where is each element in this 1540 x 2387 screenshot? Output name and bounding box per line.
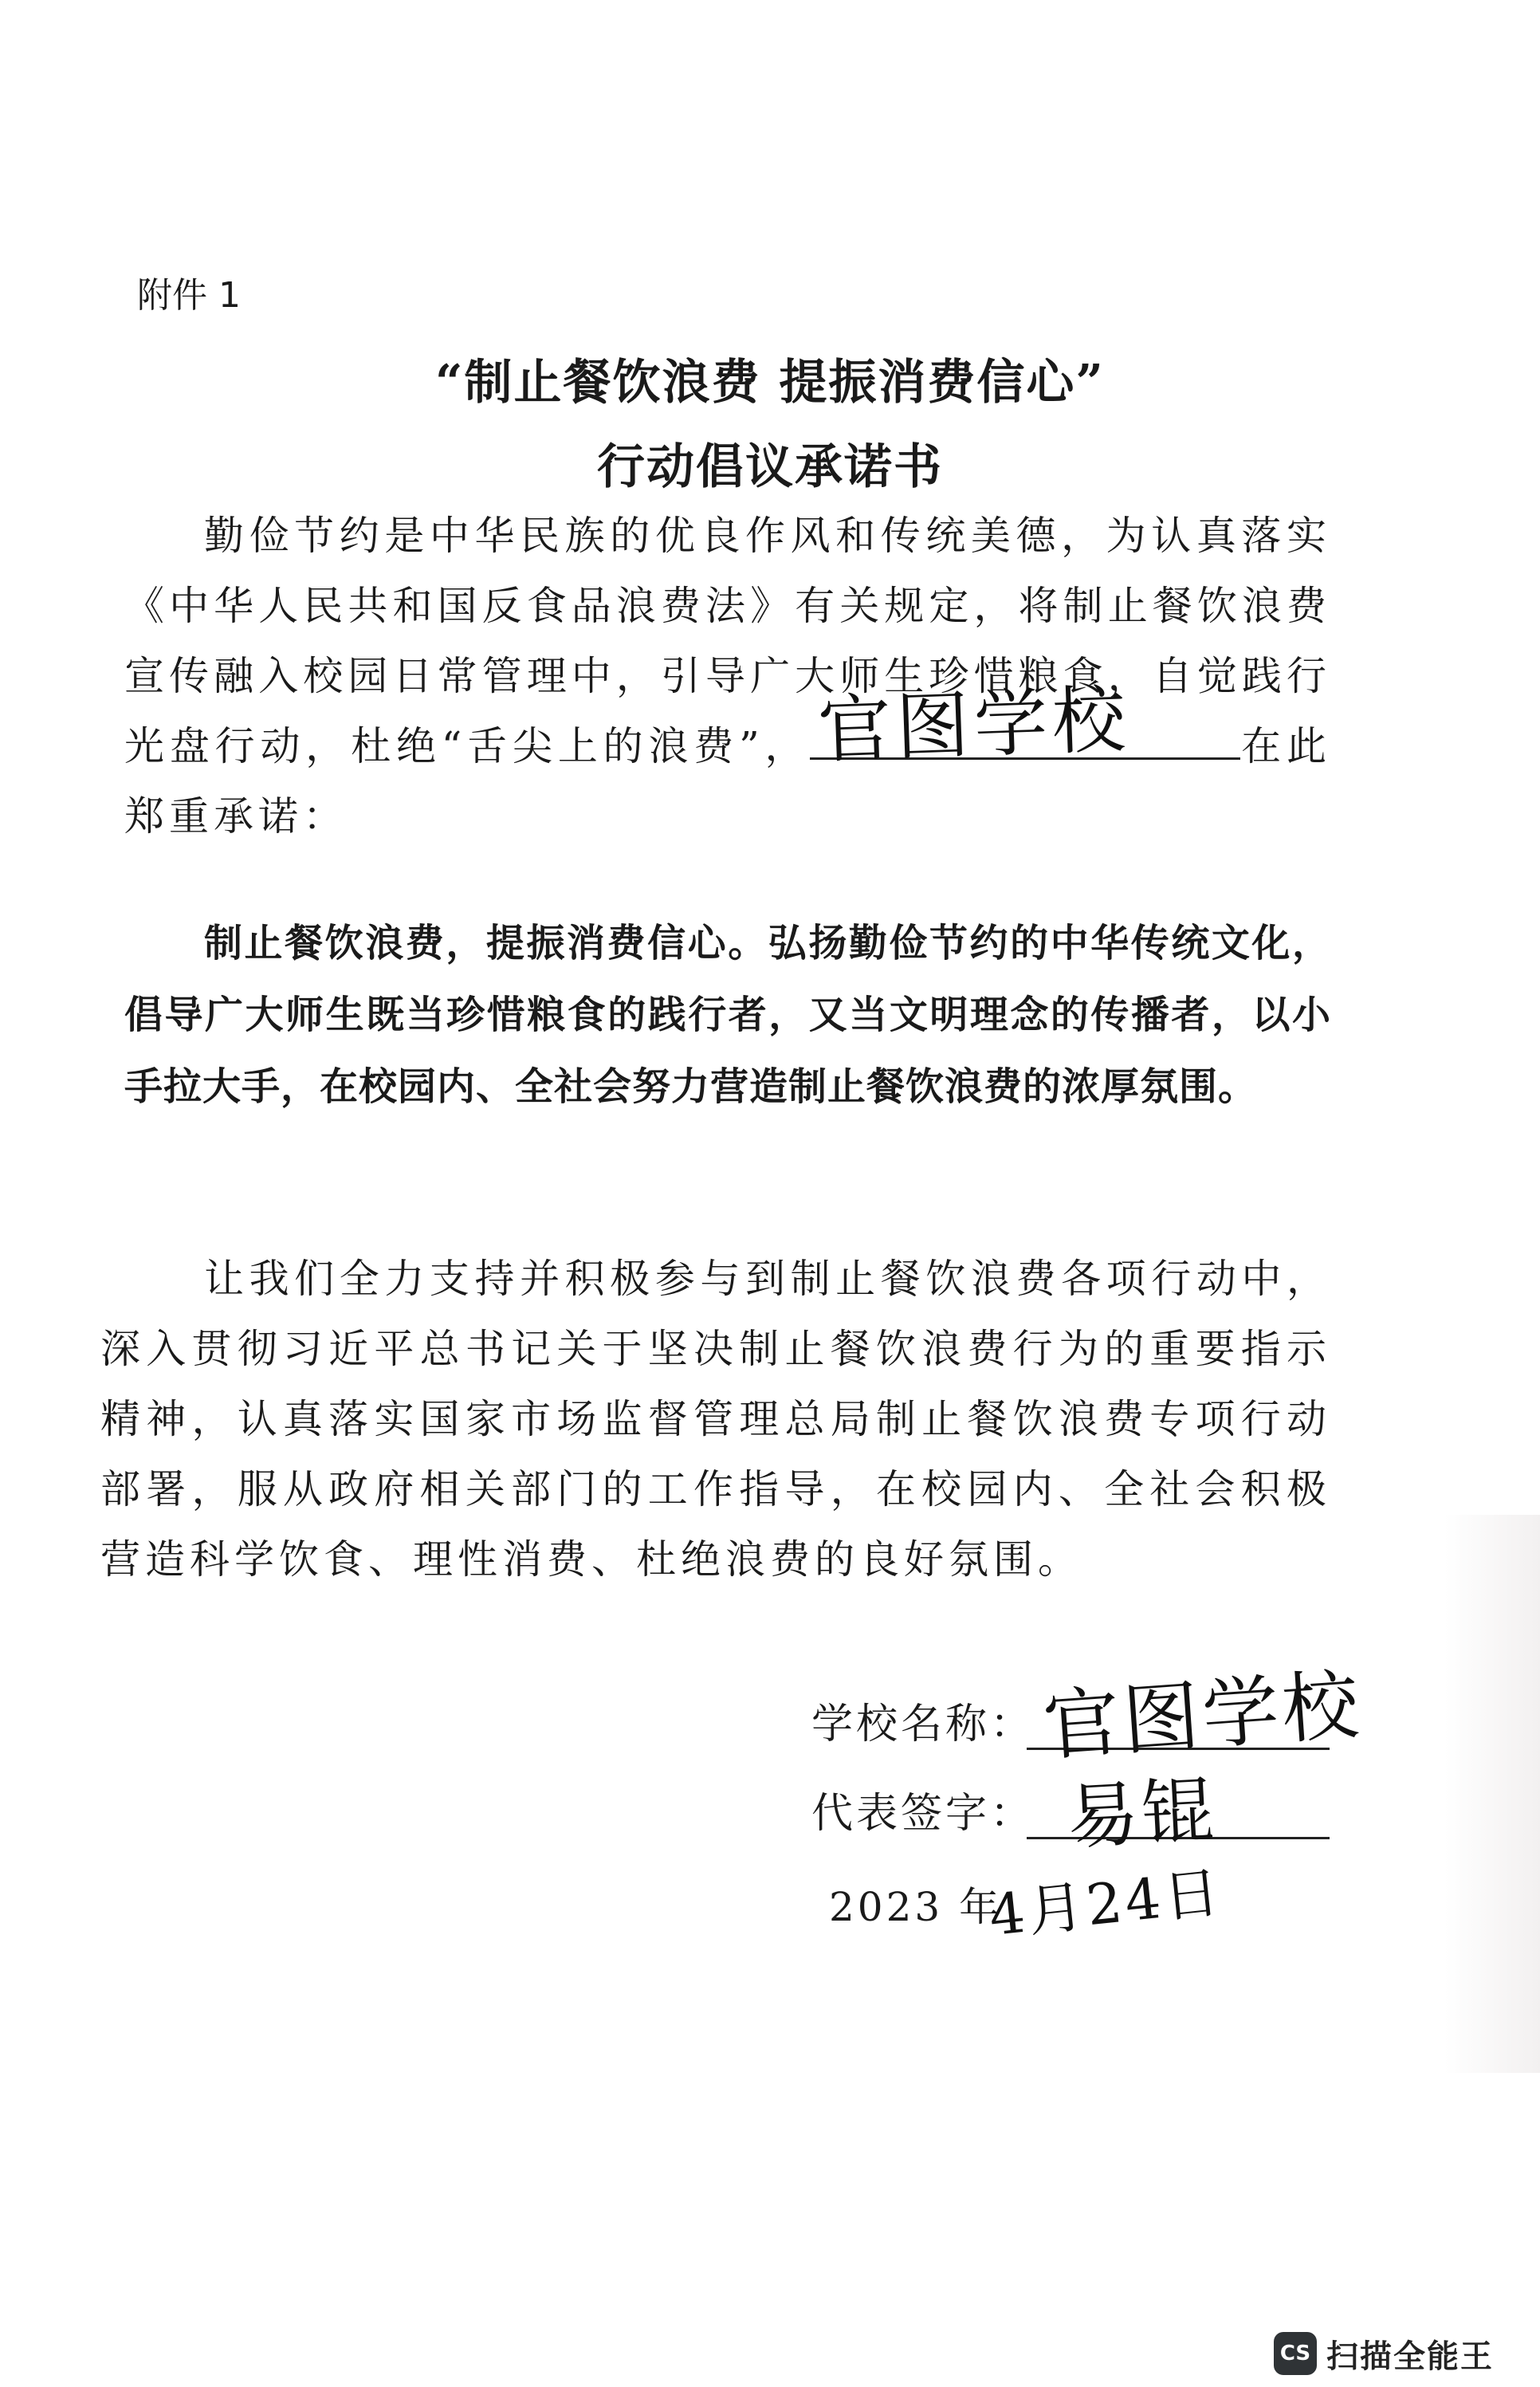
cs-logo-icon: CS: [1274, 2332, 1317, 2375]
paragraph-action: 让我们全力支持并积极参与到制止餐饮浪费各项行动中，深入贯彻习近平总书记关于坚决制止餐饮浪费行为的重要指示精神，认真落实国家市场监督管理总局制止餐饮浪费专项行动部署，服从政府相关部门的工作指导，在校园内、全社会积极营造科学饮食、理性消费、杜绝浪费的良好氛围。: [100, 1256, 1331, 1583]
paragraph-intro: [124, 501, 1331, 851]
scan-shadow: [1444, 1515, 1540, 2073]
date-row: [829, 1858, 1435, 1987]
school-fill-blank: [810, 677, 1240, 773]
title-line-1: “制止餐饮浪费 提振消费信心”: [435, 355, 1105, 411]
representative-row: [811, 1768, 1433, 1860]
title-line-2: 行动倡议承诺书: [597, 439, 943, 495]
intro-text-end: 在此郑重承诺：: [124, 723, 1332, 840]
representative-label: 代表签字：: [811, 1790, 1035, 1838]
intro-text: 勤俭节约是中华民族的优良作风和传统美德，为认真落实《中华人民共和国反食品浪费法》有关规定，将制止餐饮浪费宣传融入校园日常管理中，引导广大师生珍惜粮食，自觉践行光盘行动，杜绝“舌尖上的浪费”，: [124, 513, 1331, 769]
date-printed: 2023 年: [829, 1884, 1003, 1930]
attachment-label: 附件 1: [137, 275, 241, 316]
handwritten-school-name: 官图学校: [816, 677, 1133, 773]
scanner-watermark: [1274, 2330, 1494, 2377]
handwritten-date: 4月24日: [986, 1858, 1226, 1949]
school-name-label: 学校名称：: [811, 1701, 1035, 1748]
handwritten-school-signature: 官图学校: [1040, 1660, 1365, 1772]
scanner-app-name: 扫描全能王: [1326, 2338, 1494, 2375]
paragraph-commitment: 制止餐饮浪费，提振消费信心。弘扬勤俭节约的中华传统文化，倡导广大师生既当珍惜粮食的践行者，又当文明理念的传播者，以小手拉大手，在校园内、全社会努力营造制止餐饮浪费的浓厚氛围。: [124, 921, 1331, 1109]
handwritten-representative-signature: 易锟: [1064, 1768, 1220, 1860]
